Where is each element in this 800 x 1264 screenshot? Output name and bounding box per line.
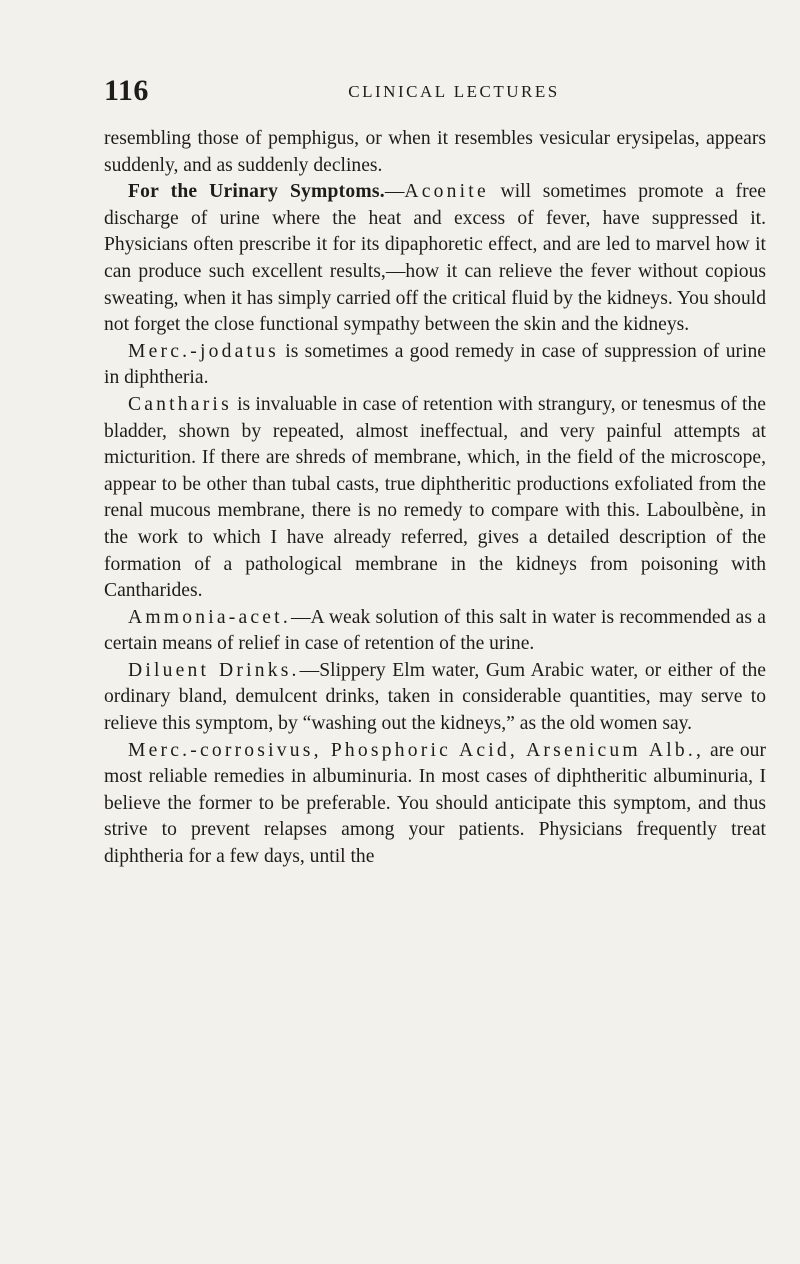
paragraph [104,179,766,339]
body-text [104,126,766,871]
running-head [104,74,764,110]
text-run: is sometimes a good remedy in case of suppression of urine in diphtheria. [104,340,766,389]
running-title: CLINICAL LECTURES [348,82,560,101]
text-run: —Slippery Elm water, Gum Arabic water, or either of the ordinary bland, demulcent drinks, taken in considerable quantities, may serve to relieve this symptom, by “washing out the kidneys,” as the old women say. [104,659,766,735]
paragraph [104,126,766,179]
remedy-name: Ammonia-acet. [128,606,291,628]
paragraph [104,392,766,605]
paragraph [104,658,766,738]
text-run: — [384,181,405,203]
remedy-name: Aconite [404,181,489,203]
remedy-name: Cantharis [128,393,232,415]
paragraph [104,738,766,871]
text-run: will sometimes promote a free discharge of urine where the heat and excess of fever, have suppressed it. Physicians often prescribe it for its dipaphoretic effect, and are led to marvel how it can produce such excellent results,—how it can relieve the fever without copious sweating, when it has simply carried off the critical fluid by the kidneys. You should not forget the close functional sympathy between the skin and the kidneys. [104,181,766,336]
text-run: is invaluable in case of retention with strangury, or tenesmus of the bladder, shown by repeated, almost ineffectual, and very painful attempts at micturition. If there are shreds of membrane, which, in the field of the microscope, appear to be other than tubal casts, true diphtheritic productions exfoliated from the renal mucous membrane, there is no remedy to compare with this. Laboulbène, in the work to which I have already referred, gives a detailed description of the formation of a pathological membrane in the kidneys from poisoning with Cantharides. [104,393,766,602]
text-run: resembling those of pemphigus, or when it resembles vesicular erysipelas, appears suddenly, and as suddenly declines. [104,128,766,176]
text-run: are our most reliable remedies in albuminuria. In most cases of diphtheritic albuminuria, I believe the former to be preferable. You should anticipate this symptom, and thus strive to prevent relapses among your patients. Physicians frequently treat diphtheria for a few days, until the [104,739,766,868]
section-heading: For the Urinary Symptoms. [128,181,385,203]
page-number: 116 [104,74,149,107]
paragraph [104,605,766,658]
text-run: —A weak solution of this salt in water is recommended as a certain means of relief in case of retention of the urine. [104,606,766,655]
remedy-name: Diluent Drinks. [128,659,300,681]
remedy-name: Merc.-jodatus [128,340,279,362]
paragraph [104,339,766,392]
remedy-name: Merc.-corrosivus, Phosphoric Acid, Arsenicum Alb., [128,739,705,761]
